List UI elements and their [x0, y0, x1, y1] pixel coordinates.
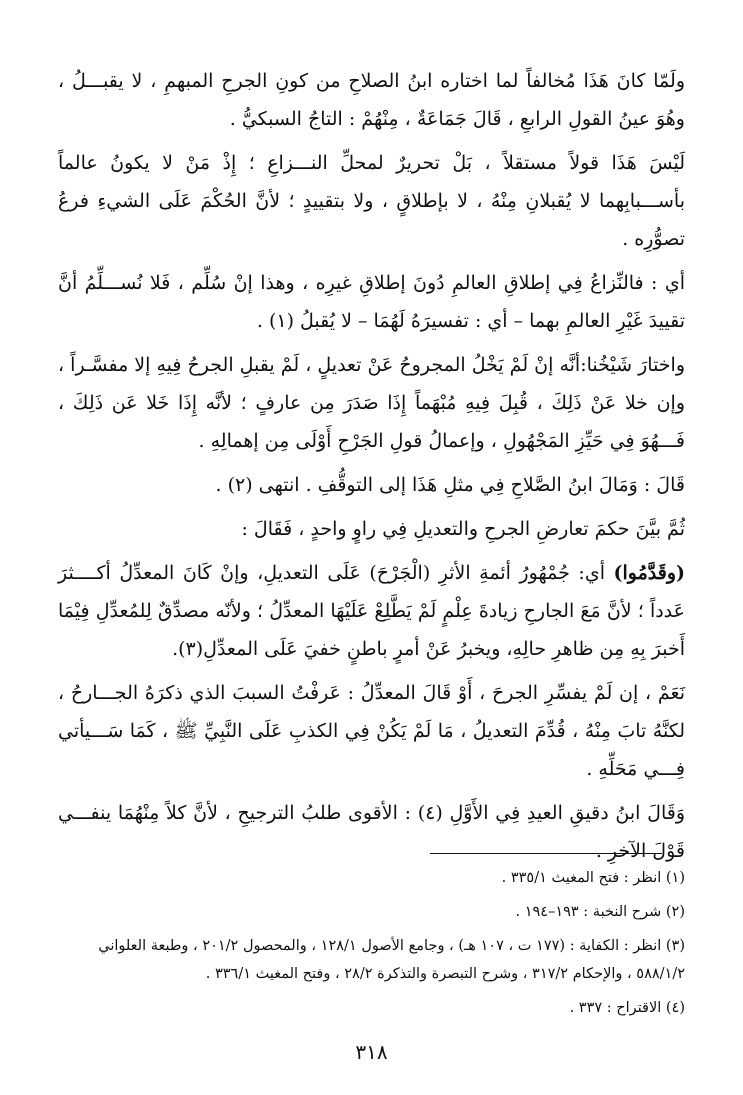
main-text: [58, 62, 685, 876]
paragraph-4-text: واختارَ شَيْخُنا:أنَّه إنْ لَمْ يَخْلُ المجروحُ عَنْ تعديلٍ ، لَمْ يقبلِ الجرحُ فِيهِ إلا مفسَّـراً ، وإن خلا عَنْ ذَلِكَ ، قُبِلَ فِيهِ مُبْهَماً إِذَا صَدَرَ مِن عارفٍ ؛ لأنَّه إِذَا خَلا عَن ذَلِكَ ، فَـــهُوَ فِي حَيِّزِ المَجْهُولِ ، وإعمالُ قولِ الجَرْحِ أَوْلَى مِن إهمالِهِ .: [58, 354, 685, 452]
paragraph-1-text: ولَمّا كانَ هَذَا مُخالفاً لما اختاره ابنُ الصلاحِ من كونِ الجرحِ المبهمِ ، لا يقبـــلُ ، وهُوَ عينُ القولِ الرابعِ ، قَالَ جَمَاعَةٌ ، مِنْهُمْ : التاجُ السبكيُّ .: [58, 70, 685, 130]
paragraph-5: [58, 466, 685, 504]
paragraph-9-text: وَقَالَ ابنُ دقيقِ العيدِ فِي الأَوَّلِ (٤) : الأقوى طلبُ الترجيحِ ، لأنَّ كلاً مِنْهُمَا ينفـــي قَوْلَ الآخرِ .: [58, 802, 685, 862]
paragraph-7: [58, 554, 685, 668]
paragraph-1: [58, 62, 685, 138]
paragraph-8: [58, 674, 685, 788]
paragraph-5-text: قَالَ : وَمَالَ ابنُ الصَّلاحِ فِي مثلِ هَذَا إلى التوقُّفِ . انتهى (٢) .: [215, 474, 685, 496]
footnote-3: (٣) انظر : الكفاية : (١٧٧ ت ، ١٠٧ هـ) ، وجامع الأصول ١٢٨/١ ، والمحصول ٢٠١/٢ ، وطبعة العلواني ٥٨٨/١/٢ ، والإحكام ٣١٧/٢ ، وشرح التبصرة والتذكرة ٢٨/٢ ، وفتح المغيث ٣٣٦/١ .: [98, 938, 685, 982]
footnote-4: (٤) الاقتراح : ٣٣٧ .: [569, 1000, 685, 1016]
paragraph-7-lemma: (وقَدَّمُوا): [613, 562, 685, 584]
paragraph-4: [58, 346, 685, 460]
page-number: ٣١٨: [355, 1040, 388, 1064]
footnote-1: (١) انظر : فتح المغيث ٣٣٥/١ .: [501, 870, 685, 886]
paragraph-7-text: أي: جُمْهُورُ أئمةِ الأثرِ (الْجَرْحَ) عَلَى التعديلِ، وإنْ كَانَ المعدِّلُ أكــــثرَ عَدداً ؛ لأنَّ مَعَ الجارحِ زيادةَ عِلْمٍ لَمْ يَطَّلِعْ عَلَيْهَا المعدِّلُ ؛ ولأنّه مصدِّقٌ لِلمُعدِّلِ فِيْمَا أَخبرَ بِهِ مِن ظاهرِ حالِهِ، ويخبرُ عَنْ أمرٍ باطنٍ خفيَ عَلَى المعدِّلِ(٣).: [58, 562, 685, 660]
footnote-2: (٢) شرح النخبة : ١٩٣–١٩٤ .: [515, 904, 685, 920]
paragraph-6-text: ثُمَّ بيَّنَ حكمَ تعارضِ الجرحِ والتعديلِ فِي راوٍ واحدٍ ، فَقَالَ :: [241, 518, 685, 540]
paragraph-2-text: لَيْسَ هَذَا قولاً مستقلاً ، بَلْ تحريرٌ لمحلِّ النـــزاعِ ؛ إِذْ مَنْ لا يكونُ عالماً بأســـبابِهما لا يُقبلانِ مِنْهُ ، لا بإطلاقٍ ، ولا بتقييدٍ ؛ لأنَّ الحُكْمَ عَلَى الشيءِ فرعُ تصوُّرِه .: [58, 152, 685, 250]
paragraph-9: [58, 794, 685, 870]
paragraph-2: [58, 144, 685, 258]
footnote-divider: [430, 853, 662, 854]
paragraph-3-text: أي : فالنِّزاعُ فِي إطلاقِ العالمِ دُونَ إطلاقِ غيرِه ، وهذا إنْ سُلِّم ، فَلا نُســـلِّمُ أنَّ تقييدَ غَيْرِ العالمِ بهما – أي : تفسيرَهُ لَهُمَا – لا يُقبلُ (١) .: [58, 272, 685, 332]
footnotes: [58, 864, 685, 1028]
paragraph-6: [58, 510, 685, 548]
paragraph-3: [58, 264, 685, 340]
paragraph-8-text: نَعَمْ ، إن لَمْ يفسِّرِ الجرحَ ، أَوْ قَالَ المعدِّلُ : عَرفْتُ السببَ الذي ذكرَهُ الجـــارحُ ، لكنَّهُ تابَ مِنْهُ ، قُدِّمَ التعديلُ ، مَا لَمْ يَكُنْ فِي الكذبِ عَلَى النَّبِيِّ ﷺ ، كَمَا سَـــيأتي فِـــي مَحَلِّهِ .: [58, 682, 685, 780]
